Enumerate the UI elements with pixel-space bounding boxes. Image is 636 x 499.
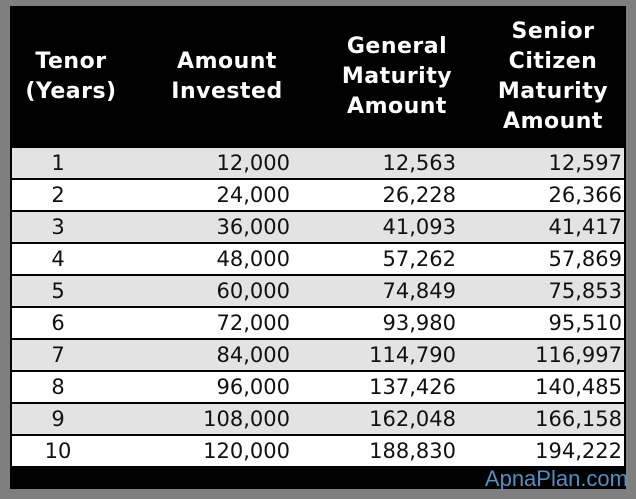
cell-tenor: 3 bbox=[12, 211, 128, 243]
cell-general-maturity: 114,790 bbox=[296, 339, 462, 371]
cell-tenor: 2 bbox=[12, 179, 128, 211]
table-row bbox=[12, 307, 624, 339]
header-tenor-line: Tenor bbox=[35, 49, 107, 74]
header-amount-invested-line: Invested bbox=[171, 79, 283, 104]
cell-senior-maturity: 41,417 bbox=[462, 211, 624, 243]
header-amount-invested bbox=[128, 8, 296, 147]
table-row bbox=[12, 243, 624, 275]
table-row bbox=[12, 371, 624, 403]
cell-general-maturity: 12,563 bbox=[296, 147, 462, 179]
table-row bbox=[12, 179, 624, 211]
header-general-maturity-line: Maturity bbox=[341, 64, 453, 89]
table-row bbox=[12, 403, 624, 435]
cell-senior-maturity: 166,158 bbox=[462, 403, 624, 435]
header-senior-maturity bbox=[462, 8, 624, 147]
cell-tenor: 9 bbox=[12, 403, 128, 435]
cell-amount-invested: 12,000 bbox=[128, 147, 296, 179]
cell-tenor: 10 bbox=[12, 435, 128, 467]
cell-general-maturity: 162,048 bbox=[296, 403, 462, 435]
cell-tenor: 7 bbox=[12, 339, 128, 371]
table-row bbox=[12, 147, 624, 179]
cell-general-maturity: 26,228 bbox=[296, 179, 462, 211]
cell-tenor: 5 bbox=[12, 275, 128, 307]
header-row bbox=[12, 8, 624, 147]
cell-senior-maturity: 116,997 bbox=[462, 339, 624, 371]
cell-general-maturity: 41,093 bbox=[296, 211, 462, 243]
cell-senior-maturity: 95,510 bbox=[462, 307, 624, 339]
recurring-deposit-table bbox=[12, 8, 624, 468]
cell-amount-invested: 72,000 bbox=[128, 307, 296, 339]
cell-senior-maturity: 26,366 bbox=[462, 179, 624, 211]
cell-tenor: 1 bbox=[12, 147, 128, 179]
cell-senior-maturity: 75,853 bbox=[462, 275, 624, 307]
cell-amount-invested: 24,000 bbox=[128, 179, 296, 211]
cell-senior-maturity: 140,485 bbox=[462, 371, 624, 403]
cell-senior-maturity: 12,597 bbox=[462, 147, 624, 179]
cell-amount-invested: 84,000 bbox=[128, 339, 296, 371]
cell-senior-maturity: 57,869 bbox=[462, 243, 624, 275]
cell-amount-invested: 48,000 bbox=[128, 243, 296, 275]
cell-general-maturity: 188,830 bbox=[296, 435, 462, 467]
header-senior-maturity-line: Citizen bbox=[508, 49, 598, 74]
cell-general-maturity: 93,980 bbox=[296, 307, 462, 339]
header-tenor-line: (Years) bbox=[25, 79, 117, 104]
cell-tenor: 6 bbox=[12, 307, 128, 339]
cell-general-maturity: 74,849 bbox=[296, 275, 462, 307]
cell-amount-invested: 60,000 bbox=[128, 275, 296, 307]
cell-general-maturity: 137,426 bbox=[296, 371, 462, 403]
header-senior-maturity-line: Amount bbox=[503, 109, 603, 134]
cell-amount-invested: 36,000 bbox=[128, 211, 296, 243]
table-row bbox=[12, 339, 624, 371]
cell-tenor: 4 bbox=[12, 243, 128, 275]
cell-senior-maturity: 194,222 bbox=[462, 435, 624, 467]
cell-amount-invested: 96,000 bbox=[128, 371, 296, 403]
table-row bbox=[12, 435, 624, 467]
header-general-maturity-line: Amount bbox=[347, 94, 447, 119]
header-amount-invested-line: Amount bbox=[177, 49, 277, 74]
cell-tenor: 8 bbox=[12, 371, 128, 403]
table-row bbox=[12, 211, 624, 243]
header-general-maturity bbox=[296, 8, 462, 147]
header-tenor bbox=[12, 8, 128, 147]
cell-amount-invested: 108,000 bbox=[128, 403, 296, 435]
table-row bbox=[12, 275, 624, 307]
watermark-text: ApnaPlan.com bbox=[484, 466, 628, 491]
header-senior-maturity-line: Senior bbox=[511, 19, 595, 44]
cell-general-maturity: 57,262 bbox=[296, 243, 462, 275]
cell-amount-invested: 120,000 bbox=[128, 435, 296, 467]
header-general-maturity-line: General bbox=[346, 34, 448, 59]
header-senior-maturity-line: Maturity bbox=[497, 79, 609, 104]
